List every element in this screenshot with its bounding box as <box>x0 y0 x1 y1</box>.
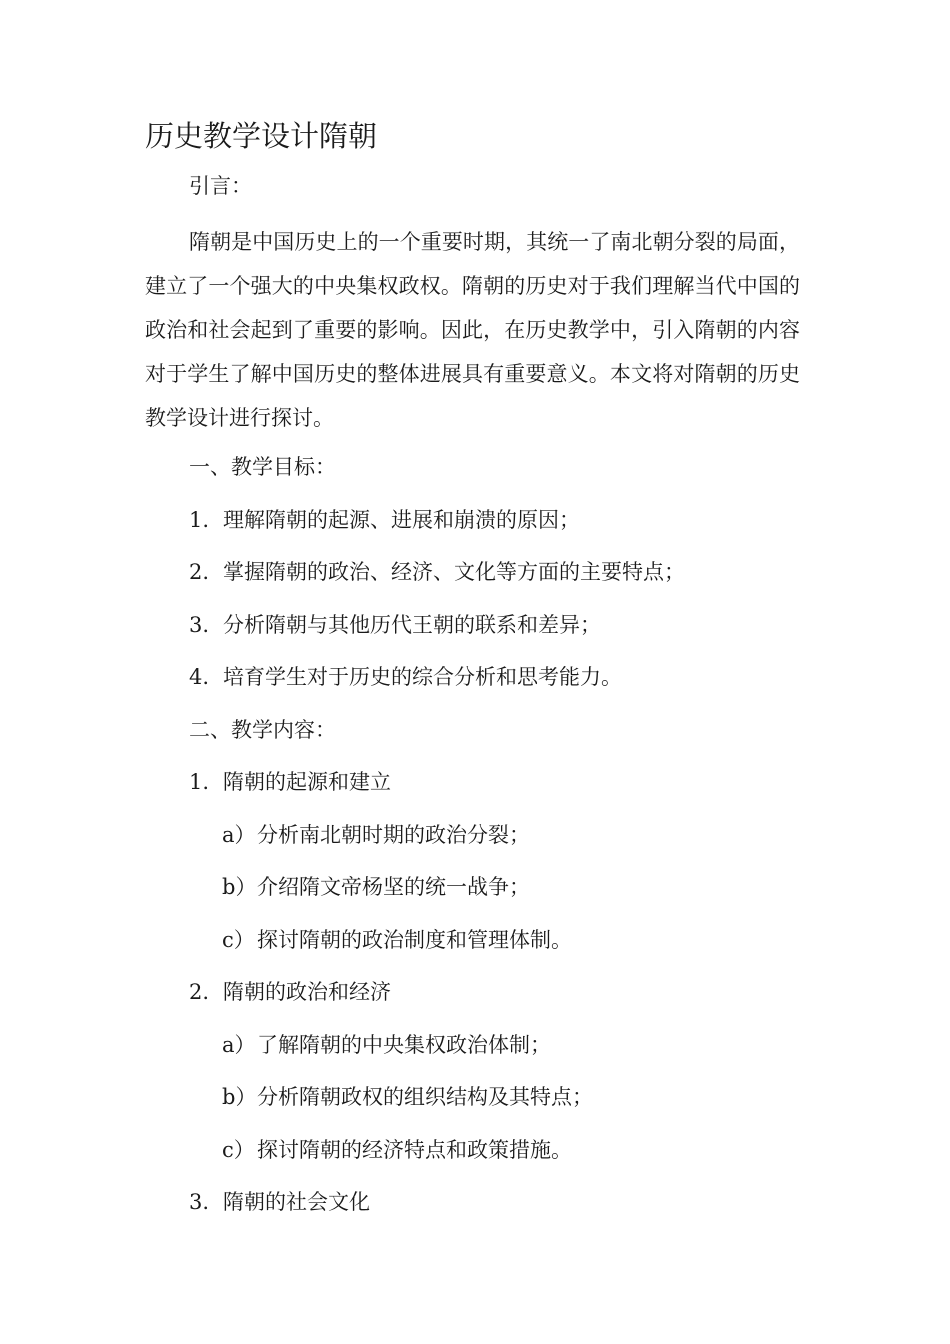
objective-number: 3. <box>189 613 210 637</box>
subitem-label: b） <box>222 1085 257 1109</box>
topic-number: 1. <box>189 770 210 794</box>
subitem-label: c） <box>222 1138 255 1162</box>
content-subitem <box>222 925 572 955</box>
content-subitem <box>222 820 530 850</box>
content-subitem <box>222 872 530 902</box>
section1-heading: 一、教学目标： <box>189 455 336 479</box>
subitem-label: c） <box>222 928 255 952</box>
content-topic <box>189 977 391 1007</box>
objective-item <box>189 505 580 535</box>
objective-text: 分析隋朝与其他历代王朝的联系和差异； <box>223 613 601 637</box>
topic-number: 3. <box>189 1190 210 1214</box>
subitem-label: b） <box>222 875 257 899</box>
subitem-text: 探讨隋朝的政治制度和管理体制。 <box>257 928 572 952</box>
content-topic <box>189 1187 370 1217</box>
intro-label: 引言： <box>189 174 252 198</box>
subitem-text: 探讨隋朝的经济特点和政策措施。 <box>257 1138 572 1162</box>
objective-number: 4. <box>189 665 210 689</box>
content-subitem <box>222 1030 551 1060</box>
subitem-label: a） <box>222 823 256 847</box>
subitem-text: 介绍隋文帝杨坚的统一战争； <box>257 875 530 899</box>
objective-number: 2. <box>189 560 210 584</box>
intro-paragraph: 隋朝是中国历史上的一个重要时期，其统一了南北朝分裂的局面，建立了一个强大的中央集权政权。隋朝的历史对于我们理解当代中国的政治和社会起到了重要的影响。因此，在历史教学中，引入隋朝的内容对于学生了解中国历史的整体进展具有重要意义。本文将对隋朝的历史教学设计进行探讨。 <box>145 230 800 430</box>
objective-text: 理解隋朝的起源、进展和崩溃的原因； <box>223 508 580 532</box>
objective-item <box>189 662 622 692</box>
subitem-text: 分析隋朝政权的组织结构及其特点； <box>257 1085 593 1109</box>
topic-text: 隋朝的起源和建立 <box>223 770 391 794</box>
objective-item <box>189 557 685 587</box>
topic-text: 隋朝的政治和经济 <box>223 980 391 1004</box>
objective-number: 1. <box>189 508 210 532</box>
section2-heading: 二、教学内容： <box>189 718 336 742</box>
subitem-label: a） <box>222 1033 256 1057</box>
content-subitem <box>222 1082 593 1112</box>
objective-text: 掌握隋朝的政治、经济、文化等方面的主要特点； <box>223 560 685 584</box>
content-subitem <box>222 1135 572 1165</box>
objective-item <box>189 610 601 640</box>
subitem-text: 了解隋朝的中央集权政治体制； <box>257 1033 551 1057</box>
document-title: 历史教学设计隋朝 <box>145 119 378 153</box>
topic-text: 隋朝的社会文化 <box>223 1190 370 1214</box>
subitem-text: 分析南北朝时期的政治分裂； <box>257 823 530 847</box>
topic-number: 2. <box>189 980 210 1004</box>
content-topic <box>189 767 391 797</box>
objective-text: 培育学生对于历史的综合分析和思考能力。 <box>223 665 622 689</box>
